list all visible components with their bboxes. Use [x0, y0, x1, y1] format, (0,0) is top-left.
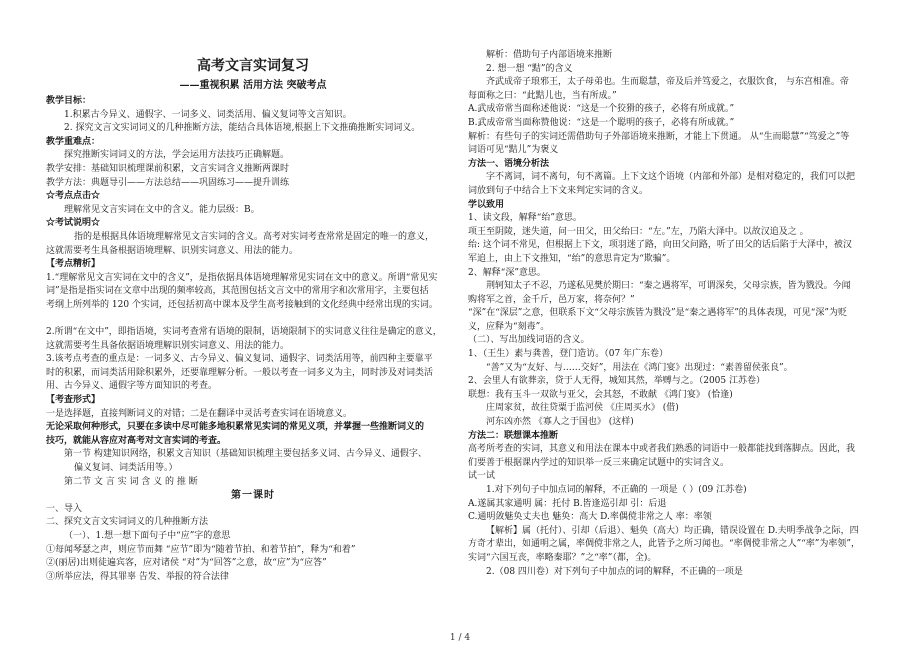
text-line: 们要善于根据课内学过的知识举一反三来确定试题中的实词含义。: [468, 457, 730, 468]
text-line: 教学重难点：: [46, 136, 101, 147]
right-column: [468, 49, 874, 579]
text-line: 1.对下列句子中加点词的解释，不正确的 一项是（ ）(09 江苏卷): [486, 485, 747, 495]
text-line: “善”又为“友好、与……交好”，用法在《鸿门宴》出现过：“素善留侯张良”。: [486, 362, 793, 373]
text-line: 联想：我有玉斗一双欲与亚父，会其怒，不敢献 《鸿门宴》 (恰逢): [468, 389, 733, 400]
text-line: 词放到句子中结合上下文来判定实词的含义。: [468, 185, 649, 196]
text-line: 2. 想一想 “黠”的含义: [486, 63, 573, 74]
text-line: 1.积累古今异义、通假字、一词多义、词类活用、偏义复词等文言知识。: [64, 109, 352, 120]
text-line: 1、读文段，解释“绐”意思。: [468, 213, 582, 224]
text-line: 绐: 这个词不常见，但根据上下文，项羽迷了路，向田父问路，听了田父的话后陷于大泽中，被汉: [468, 240, 852, 251]
text-line: 第一课时: [231, 490, 275, 502]
text-line: 【考点精析】: [46, 259, 101, 270]
text-line: 实词“六国互丧，率略秦耶？”之“率”（都，全)。: [468, 552, 657, 563]
doc-title: 高考文言实词复习: [197, 58, 309, 74]
text-line: 2.所谓“在文中”，即指语境，实词考查常有语境的限制，语境限制下的实词意义往往是确定的意义，: [46, 327, 442, 338]
text-line: 义，应释为“刻毒”。: [468, 321, 550, 332]
text-line: 军追上，由上下文推知，“绐”的意思肯定为“欺骗”。: [468, 253, 676, 264]
text-line: 考纲上所列举的 120 个实词，还包括初高中课本及学生高考接触到的文化经典中经常出现的实词。: [46, 299, 438, 310]
text-line: 庄周家贫，故往贷粟于监河侯 《庄周买水》 (借): [486, 403, 679, 414]
text-line: 2、会里人有欲葬亲，贷于人无得，城知其然，举赙与之。（2005 江苏卷）: [468, 376, 765, 387]
left-column: [46, 56, 460, 584]
text-line: 偏义复词、词类活用等。）: [74, 463, 178, 474]
text-line: 2、解释“深”意思。: [468, 267, 546, 278]
text-line: ③所举应法，得其罪辜 告发、举报的符合法律: [46, 571, 229, 582]
text-line: A.遂属其家通明 属：托付 B.皆逢巡引却 引：后退: [468, 498, 667, 509]
text-line: 解析：借助句子内部语境来推断: [486, 50, 613, 60]
text-line: 购将军之首，金千斤，邑万家，将奈何？”: [468, 294, 635, 305]
text-line: B.武成帝常当面称赞他说：“这是一个聪明的孩子，必将有所成就。”: [468, 117, 735, 128]
text-line: 2. 探究文言文实词词义的几种推断方法，能结合具体语境,根据上下文推确推断实词词义。: [64, 123, 421, 134]
left-body: [46, 95, 460, 584]
text-line: 荆轲知太子不忍，乃遂私见樊於期曰：“秦之遇将军，可谓深矣，父母宗族，皆为戮没。今闻: [486, 281, 851, 292]
text-line: 教学方法：典题导引——方法总结——巩固练习——提升训练: [46, 177, 290, 188]
text-line: 解析：有些句子的实词还需借助句子外部语境来推断，才能上下贯通。 从“生而聪慧”“笃爱之”等: [468, 131, 850, 142]
doc-subtitle: ——重视积累 活用方法 突破考点: [179, 80, 327, 91]
text-line: 探究推断实词词义的方法，学会运用方法技巧正确解题。: [64, 150, 290, 161]
text-line: 试一试: [468, 471, 496, 482]
text-line: 方法二：联想课本推断: [468, 430, 559, 441]
right-body: [468, 49, 874, 579]
text-line: 【解析】属（托付）、引却（后退）、魁奂（高大）均正确，错误设置在 D.夫明季战争之际，四: [486, 525, 859, 536]
text-line: [46, 313, 460, 327]
text-line: 一、导入: [46, 503, 83, 514]
text-line: 字不离词，词不离句，句不离篇。上下文这个语境（内部和外部）是相对稳定的，我们可以把: [486, 172, 856, 183]
text-line: 河东凶亦然 《寡人之于国也》 (这样): [486, 417, 634, 428]
text-line: 词”是指是指实词在文章中出现的频率较高，其范围包括文言文中的常用字和次常用字，主要包括: [46, 286, 429, 297]
text-line: 1、（王生）素与龚善，登门造访。（07 年广东卷）: [468, 349, 669, 360]
page-number: 1 / 4: [449, 633, 471, 643]
text-line: 第一节 构建知识网络，积累文言知识（基础知识梳理主要包括多义词、古今异义、通假字、: [64, 449, 427, 460]
text-line: ②(丽居)出则徒遍宾客，应对诸侯 “对”为“回答”之意，故“应”为“应答”: [46, 558, 327, 569]
text-line: 【考查形式】: [46, 395, 101, 406]
text-line: 指的是根据具体语境理解常见文言实词的含义。高考对实词考查常常是固定的唯一的意义，: [74, 231, 435, 242]
text-line: 用、古今异义、通假字等方面知识的考查。: [46, 381, 218, 392]
text-line: 第二节 文 言 实 词 含 义 的 推 断: [64, 476, 198, 487]
text-line: 学以致用: [468, 199, 505, 210]
text-line: 这就需要考生具备依据语境理解识别实词意义、用法的能力。: [46, 340, 290, 351]
text-line: ☆考试说明☆: [46, 218, 101, 229]
text-line: 这就需要考生具备根据语境理解、识别实词意义、用法的能力。: [46, 245, 299, 256]
text-line: 一是选择题，直接判断词义的对错；二是在翻译中灵活考查实词在语境意义。: [46, 408, 353, 419]
text-line: 教学安排：基础知识梳理课前积累，文言实词含义推断两课时: [46, 163, 290, 174]
text-line: 二、探究文言文实词词义的几种推断方法: [46, 517, 209, 528]
text-line: 方奇才辈出，如通明之属，率倜傥非常之人，此皆予之所习闻也。“率倜傥非常之人”“率”为率领”，: [468, 539, 861, 550]
text-line: 高考所考查的实词，其意义和用法在课本中或者我们熟悉的词语中一般都能找到落脚点。因此，我: [468, 444, 856, 455]
text-line: （一）、1.想一想下面句子中“应”字的意思: [64, 531, 231, 541]
text-line: 理解常见文言实词在文中的含义。能力层级：B。: [64, 204, 260, 215]
text-line: 齐武成帝子琅邪王，太子母弟也。生而聪慧，帝及后并笃爱之，衣服饮食， 与东宫相准。帝: [486, 77, 849, 88]
text-line: 3.该考点考查的重点是：一词多义、古今异义、偏义复词、通假字、词类活用等，前四种主要靠平: [46, 354, 433, 365]
text-line: 无论采取何种形式，只要在多读中尽可能多地积累常见实词的常见义项，并掌握一些推断词义的: [46, 422, 425, 433]
text-line: 词语可见“黠儿”为褒义: [468, 145, 559, 156]
text-line: （二）、写出加线词语的含义。: [468, 335, 590, 346]
text-line: 教学目标：: [46, 96, 92, 106]
text-line: 时的积累，而词类活用除积累外，还要靠理解分析。一般以考查一词多义为主，同时涉及对词类活: [46, 367, 434, 378]
text-line: 1.“理解常见文言实词在文中的含义”，是指依据具体语境理解常见实词在文中的意义。所谓“常见实: [46, 272, 438, 283]
text-line: ☆考点点击☆: [46, 191, 101, 202]
text-line: “深”在“深层”之意，但联系下文“父母宗族皆为戮没”是“秦之遇将军”的具体表现，可见“深”为贬: [468, 308, 848, 319]
text-line: 方法一、语境分析法: [468, 158, 550, 169]
text-line: ①每闻琴瑟之声，则应节而舞 “应节”即为“随着节拍、和着节拍”，释为“和着”: [46, 544, 356, 555]
text-line: 2.（08 四川卷）对下列句子中加点的词的解释，不正确的一项是: [486, 566, 743, 577]
text-line: 项王至阴陵，迷失道，问一田父，田父绐曰：“左。”左，乃陷大泽中。以故汉追及之 。: [468, 226, 809, 237]
text-line: 每面称之曰：“此黠儿也，当有所成。”: [468, 90, 617, 101]
text-line: A.武成帝常当面称述他说：“这是一个狡猾的孩子，必将有所成就。”: [468, 104, 735, 115]
text-line: C.通明敛魅奂丈夫也 魅奂：高大 D.率偶傥非常之人 率：率领: [468, 512, 712, 523]
text-line: 技巧，就能从容应对高考对文言实词的考查。: [46, 435, 227, 446]
